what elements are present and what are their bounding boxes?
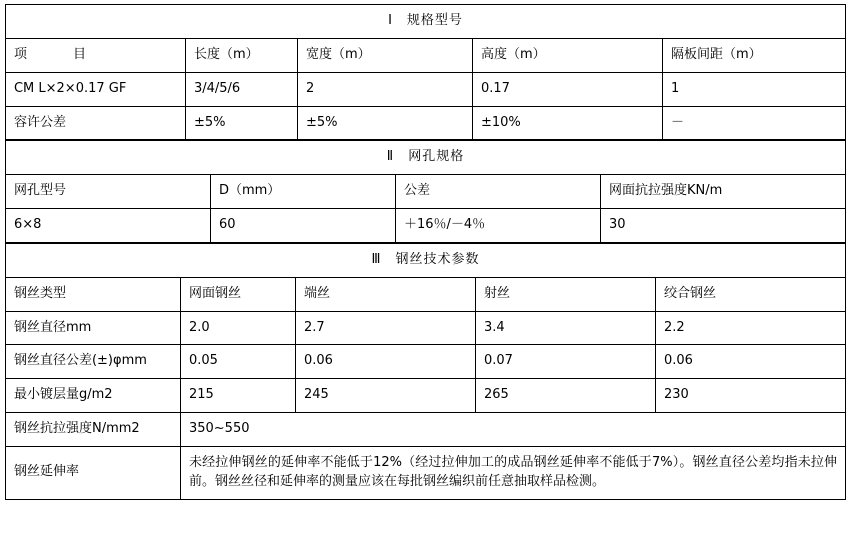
spec-sheet: [3, 0, 848, 500]
model-height: 0.17: [472, 72, 662, 106]
header-mesh-tensile: 网面抗拉强度KN/m: [600, 175, 845, 209]
header-mesh-wire: 网面钢丝: [180, 277, 295, 311]
mesh-specification-table: [5, 140, 846, 243]
wire-tensile-strength-label: 钢丝抗拉强度N/mm2: [5, 413, 180, 447]
coating-weight-mesh: 215: [180, 379, 295, 413]
wire-diameter-tolerance-edge: 0.06: [295, 345, 475, 379]
table-row: [5, 446, 845, 499]
table-row: [5, 345, 845, 379]
wire-parameters-table: [5, 243, 846, 500]
section-title-row: [5, 243, 845, 277]
header-width: 宽度（m）: [297, 38, 472, 72]
header-edge-wire: 端丝: [295, 277, 475, 311]
wire-diameter-twisted: 2.2: [655, 311, 845, 345]
section-2-title: [5, 141, 845, 175]
tolerance-label: 容许公差: [5, 106, 185, 140]
section-1-title: [5, 5, 845, 39]
table-row: [5, 277, 845, 311]
coating-weight-edge: 245: [295, 379, 475, 413]
table-row: [5, 413, 845, 447]
mesh-model-value: 6×8: [5, 209, 210, 243]
model-spacing: 1: [662, 72, 845, 106]
model-width: 2: [297, 72, 472, 106]
wire-diameter-tolerance-label: 钢丝直径公差(±)φmm: [5, 345, 180, 379]
header-diaphragm-spacing: 隔板间距（m）: [662, 38, 845, 72]
coating-weight-lacing: 265: [475, 379, 655, 413]
header-length: 长度（m）: [185, 38, 297, 72]
mesh-d-value: 60: [210, 209, 395, 243]
model-length: 3/4/5/6: [185, 72, 297, 106]
tolerance-height: ±10%: [472, 106, 662, 140]
tolerance-spacing: －: [662, 106, 845, 140]
mesh-tolerance-value: ＋16％/－4％: [395, 209, 600, 243]
section-3-title: [5, 243, 845, 277]
table-row: [5, 38, 845, 72]
wire-diameter-tolerance-mesh: 0.05: [180, 345, 295, 379]
header-item: [5, 38, 185, 72]
table-row: [5, 379, 845, 413]
table-row: [5, 175, 845, 209]
coating-weight-label: 最小镀层量g/m2: [5, 379, 180, 413]
header-mesh-d: D（mm）: [210, 175, 395, 209]
header-lacing-wire: 射丝: [475, 277, 655, 311]
wire-elongation-label: 钢丝延伸率: [5, 446, 180, 499]
wire-diameter-lacing: 3.4: [475, 311, 655, 345]
model-label: CM L×2×0.17 GF: [5, 72, 185, 106]
wire-diameter-tolerance-lacing: 0.07: [475, 345, 655, 379]
section-title-row: [5, 141, 845, 175]
table-row: [5, 72, 845, 106]
section-2-numeral: Ⅱ: [386, 149, 395, 165]
table-row: [5, 311, 845, 345]
section-2-text: 网孔规格: [408, 149, 465, 165]
wire-elongation-value: 未经拉伸钢丝的延伸率不能低于12%（经过拉伸加工的成品钢丝延伸率不能低于7%）。钢丝直径公差均指未拉伸前。钢丝丝径和延伸率的测量应该在每批钢丝编织前任意抽取样品检测。: [180, 446, 845, 499]
header-mesh-tolerance: 公差: [395, 175, 600, 209]
table-row: [5, 209, 845, 243]
header-item-word1: 项: [13, 46, 27, 62]
section-3-numeral: Ⅲ: [371, 251, 382, 267]
table-row: [5, 106, 845, 140]
wire-diameter-mesh: 2.0: [180, 311, 295, 345]
header-item-word2: 目: [72, 46, 86, 62]
coating-weight-twisted: 230: [655, 379, 845, 413]
header-wire-type: 钢丝类型: [5, 277, 180, 311]
section-1-text: 规格型号: [406, 13, 463, 28]
wire-diameter-edge: 2.7: [295, 311, 475, 345]
tolerance-length: ±5%: [185, 106, 297, 140]
wire-diameter-label: 钢丝直径mm: [5, 311, 180, 345]
section-3-text: 钢丝技术参数: [395, 251, 480, 267]
specification-table: [5, 4, 846, 140]
header-twisted-wire: 绞合钢丝: [655, 277, 845, 311]
header-mesh-model: 网孔型号: [5, 175, 210, 209]
header-height: 高度（m）: [472, 38, 662, 72]
section-1-numeral: Ⅰ: [388, 13, 393, 28]
section-title-row: [5, 5, 845, 39]
tolerance-width: ±5%: [297, 106, 472, 140]
wire-tensile-strength-value: 350~550: [180, 413, 845, 447]
wire-diameter-tolerance-twisted: 0.06: [655, 345, 845, 379]
mesh-tensile-value: 30: [600, 209, 845, 243]
